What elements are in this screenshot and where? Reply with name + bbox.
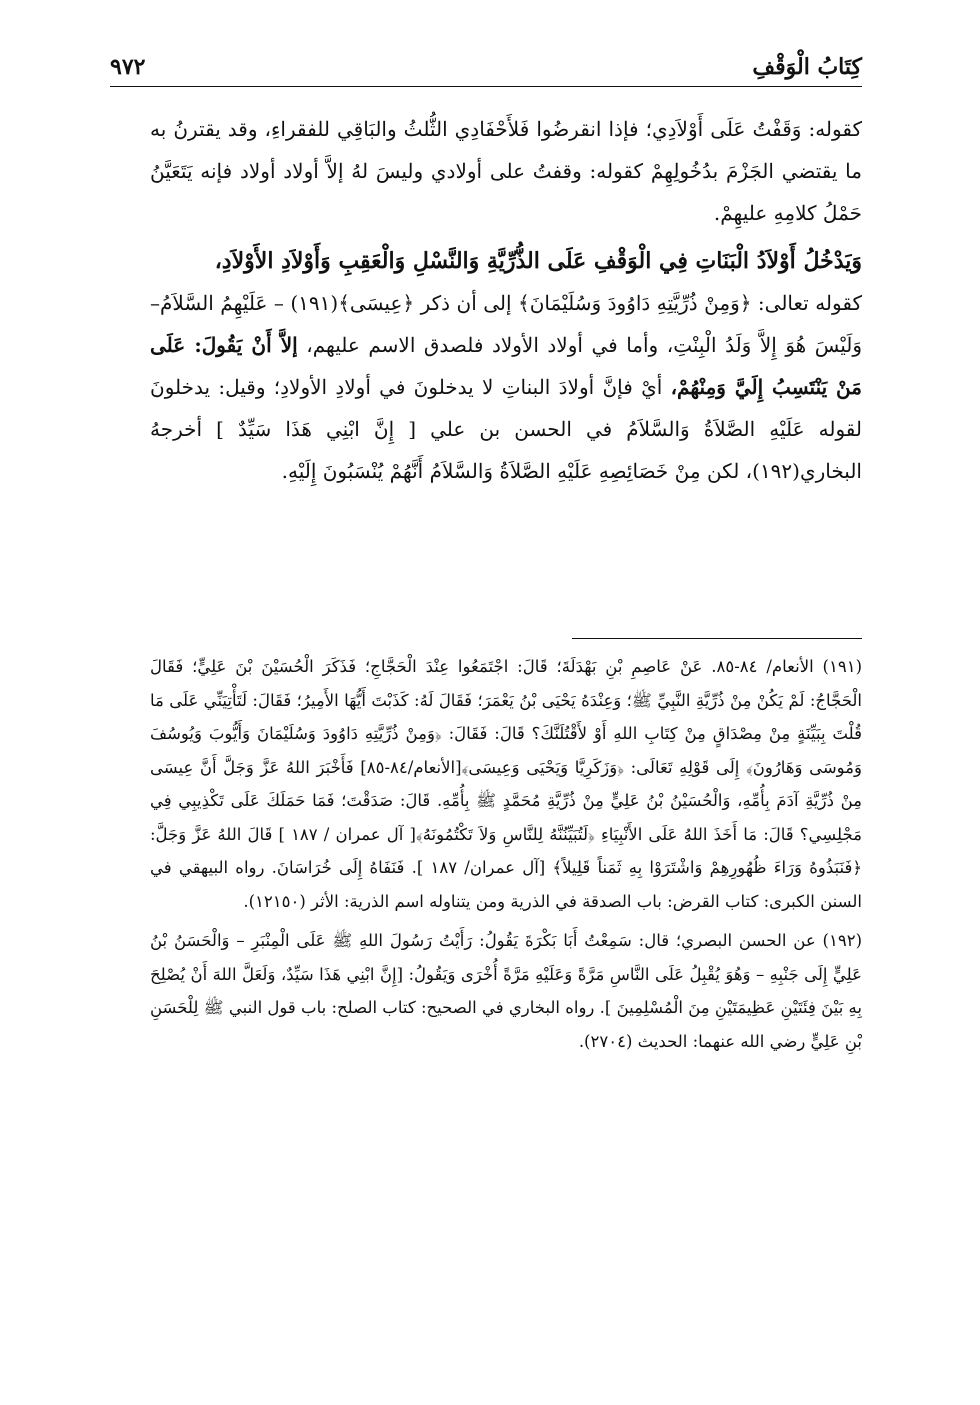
footnote-number: (١٩١): [822, 657, 863, 676]
footnotes: [150, 650, 862, 1064]
footnote-191: [150, 650, 862, 918]
main-text: [150, 108, 862, 498]
paragraph-2: [150, 282, 862, 492]
paragraph-2-part-b: – عَلَيْهِمُ السَّلاَمُ– وَلَيْسَ هُوَ إِلاَّ وَلَدُ الْبِنْتِ، وأما في أولاد الأولاد فلصدق الاسم عليهم،: [150, 291, 862, 357]
matn-exception: إلاَّ أَنْ يَقُولَ: عَلَى مَنْ يَنْتَسِبُ إِلَيَّ وَمِنْهُمْ،: [150, 333, 862, 399]
paragraph-2-part-d: ، لكن مِنْ خَصَائِصِهِ عَلَيْهِ الصَّلاَةُ وَالسَّلاَمُ أَنَّهُمْ يُنْسَبُونَ إِلَيْهِ.: [281, 459, 753, 483]
footnote-ref-191: (١٩١): [290, 291, 339, 315]
footnote-number: (١٩٢): [822, 931, 862, 950]
paragraph-2-part-a: كقوله تعالى: ﴿وَمِنْ ذُرِّيَّتِهِ دَاوُودَ وَسُلَيْمَانَ﴾ إلى أن ذكر ﴿عِيسَى﴾: [338, 291, 862, 315]
page-number: ٩٧٢: [110, 54, 146, 80]
chapter-title: كِتَابُ الْوَقْفِ: [752, 54, 862, 80]
matn-heading: وَيَدْخُلُ أَوْلاَدُ الْبَنَاتِ فِي الْوَقْفِ عَلَى الذُّرِّيَّةِ وَالنَّسْلِ وَالْعَقِبِ وَأَوْلاَدِ الأَوْلاَدِ،: [214, 248, 862, 274]
paragraph-1: كقوله: وَقَفْتُ عَلَى أَوْلاَدِي؛ فإذا انقرضُوا فَلأَحْفَادِي الثُّلثُ والبَاقِي للفقراءِ، وقد يقترنُ به ما يقتضي الجَزْمَ بدُخُولِهِمْ كقوله: وقفتُ على أولادي وليسَ لهُ إلاَّ أولاد أولاد فإنه يَتَعَيَّنُ حَمْلُ كلامِهِ عليهِمْ.: [150, 117, 862, 225]
footnote-text: الأنعام/ ٨٤-٨٥. عَنْ عَاصِمِ بْنِ بَهْدَلَةَ؛ قَالَ: اجْتَمَعُوا عِنْدَ الْحَجَّاجِ؛ فَذَكَرَ الْحُسَيْنَ بْنَ عَلِيٍّ؛ فَقَالَ الْحَجَّاجُ: لَمْ يَكُنْ مِنْ ذُرِّيَّةِ النَّبِيِّ ﷺ؛ وَعِنْدَهُ يَحْيَى بْنُ يَعْمَرَ؛ فَقَالَ لَهُ: كَذَبْتَ أَيُّهَا الأَمِيرُ؛ فَقَالَ: لَتَأْتِيَنِّي عَلَى مَا قُلْتَ بِبَيِّنَةٍ مِنْ مِصْدَاقٍ مِنْ كِتَابِ اللهِ أَوْ لأَقْتُلَنَّكَ؟ قَالَ: فَقَالَ: ﴿وَمِنْ ذُرِّيَّتِهِ دَاوُودَ وَسُلَيْمَانَ وَأَيُّوبَ وَيُوسُفَ وَمُوسَى وَهَارُونَ﴾ إِلَى قَوْلِهِ تَعَالَى: ﴿وَزَكَرِيَّا وَيَحْيَى وَعِيسَى﴾[الأنعام/٨٤-٨٥] فَأَخْبَرَ اللهُ عَزَّ وَجَلَّ أَنَّ عِيسَى مِنْ ذُرِّيَّةِ آدَمَ بِأُمِّهِ، وَالْحُسَيْنُ بْنُ عَلِيٍّ مِنْ ذُرِّيَّةِ مُحَمَّدٍ ﷺ بِأُمِّهِ. قَالَ: صَدَقْتَ؛ فَمَا حَمَلَكَ عَلَى تَكْذِيبِي فِي مَجْلِسِي؟ قَالَ: مَا أَخَذَ اللهُ عَلَى الأَنْبِيَاءِ ﴿لَتُبَيِّنُنَّهُ لِلنَّاسِ وَلاَ تَكْتُمُونَهُ﴾[ آل عمران / ١٨٧ ] قَالَ اللهُ عَزَّ وَجَلَّ: ﴿فَنَبَذُوهُ وَرَاءَ ظُهُورِهِمْ وَاشْتَرَوْا بِهِ ثَمَناً قَلِيلاً﴾ [آل عمران/ ١٨٧ ]. فَنَفَاهُ إِلَى خُرَاسَانَ. رواه البيهقي في السنن الكبرى: كتاب القرض: باب الصدقة في الذرية ومن يتناوله اسم الذرية: الأثر (١٢١٥٠).: [150, 657, 863, 911]
running-header: [110, 52, 862, 87]
footnote-text: عن الحسن البصري؛ قال: سَمِعْتُ أَبَا بَكْرَةَ يَقُولُ: رَأَيْتُ رَسُولَ اللهِ ﷺ عَلَى الْمِنْبَرِ – وَالْحَسَنُ بْنُ عَلِيٍّ إِلَى جَنْبِهِ – وَهُوَ يُقْبِلُ عَلَى النَّاسِ مَرَّةً وَعَلَيْهِ مَرَّةً أُخْرَى وَيَقُولُ: [إِنَّ ابْنِي هَذَا سَيِّدٌ، وَلَعَلَّ اللهَ أَنْ يُصْلِحَ بِهِ بَيْنَ فِئَتَيْنِ عَظِيمَتَيْنِ مِنَ الْمُسْلِمِينَ ]. رواه البخاري في الصحيح: كتاب الصلح: باب قول النبي ﷺ لِلْحَسَنِ بْنِ عَلِيٍّ رضي الله عنهما: الحديث (٢٧٠٤).: [150, 931, 862, 1051]
footnote-192: [150, 924, 862, 1058]
footnote-separator: [572, 638, 862, 639]
paragraph-2-part-c: أيْ فإنَّ أولادَ البناتِ لا يدخلونَ في أولادِ الأولادِ؛ وقيل: يدخلونَ لقوله عَلَيْهِ الصَّلاَةُ وَالسَّلاَمُ في الحسن بن علي [ إِنَّ ابْنِي هَذَا سَيِّدٌ ] أخرجهُ البخاري: [150, 375, 862, 483]
footnote-ref-192: (١٩٢): [752, 459, 800, 483]
